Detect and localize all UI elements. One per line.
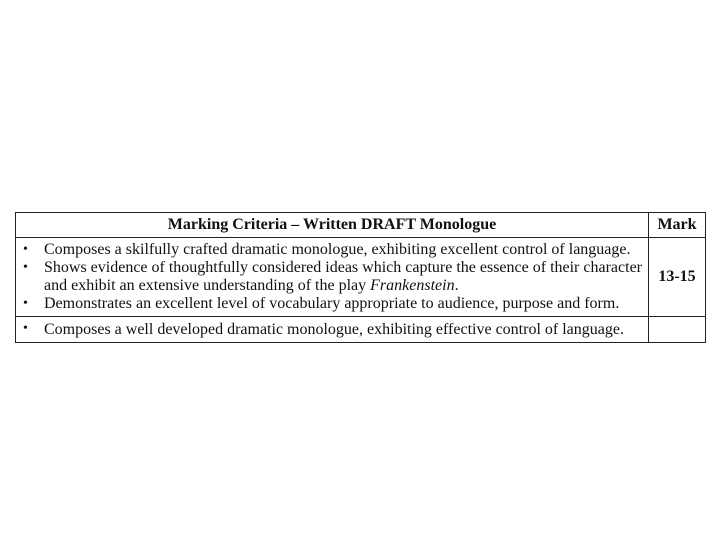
table-header-row (16, 213, 706, 238)
play-title: Frankenstein (370, 277, 455, 294)
criteria-text: Shows evidence of thoughtfully considered ideas which capture the essence of their character and exhibit an extensive understanding of the play (44, 259, 642, 294)
criteria-item (20, 320, 642, 339)
bullet-icon: • (23, 296, 28, 311)
marking-criteria-table-wrapper (15, 212, 705, 338)
criteria-text-end: . (454, 277, 459, 294)
mark-cell: 13-15 (649, 238, 706, 317)
bullet-icon: • (23, 321, 28, 336)
criteria-cell (16, 317, 649, 343)
criteria-list (16, 238, 648, 316)
criteria-text: Composes a skilfully crafted dramatic monologue, exhibiting excellent control of language. (44, 241, 631, 258)
marking-criteria-table (15, 212, 706, 343)
table-row (16, 317, 706, 343)
criteria-text: Composes a well developed dramatic monologue, exhibiting effective control of language. (44, 321, 624, 338)
criteria-cell (16, 238, 649, 317)
criteria-item (20, 259, 642, 295)
table-row (16, 238, 706, 317)
criteria-column-header: Marking Criteria – Written DRAFT Monologue (16, 213, 649, 238)
criteria-list (16, 317, 648, 342)
bullet-icon: • (23, 260, 28, 275)
bullet-icon: • (23, 242, 28, 257)
mark-column-header: Mark (649, 213, 706, 238)
criteria-text: Demonstrates an excellent level of vocabulary appropriate to audience, purpose and form. (44, 295, 620, 312)
criteria-item (20, 295, 642, 313)
criteria-item (20, 241, 642, 259)
mark-cell (649, 317, 706, 343)
